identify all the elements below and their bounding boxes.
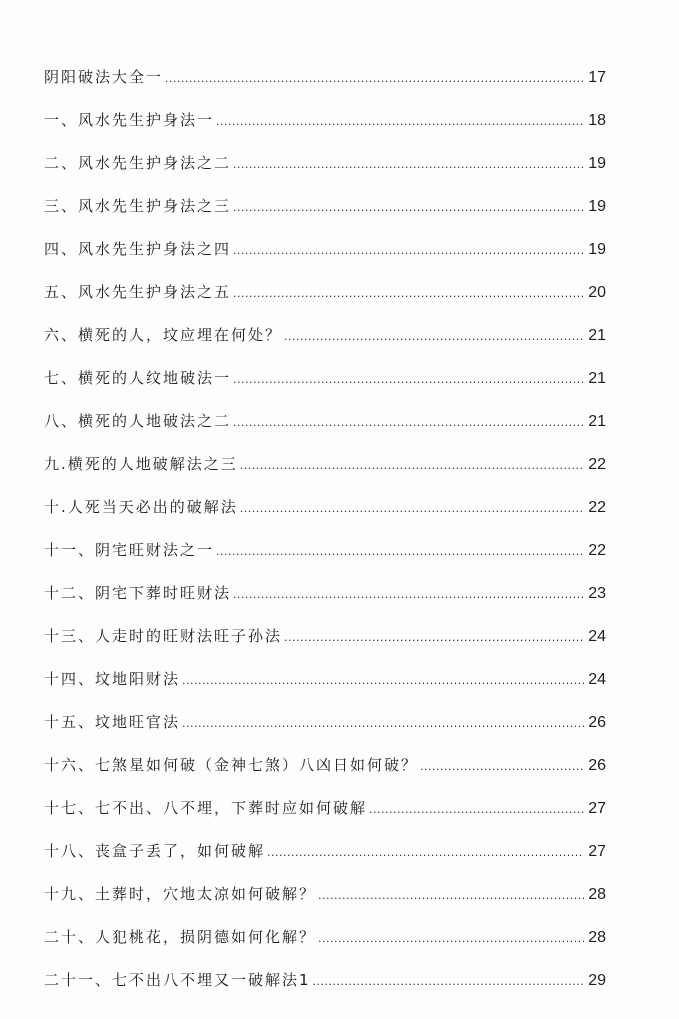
toc-entry	[44, 752, 606, 795]
toc-entry-page: 21	[588, 413, 606, 430]
toc-entry-title: 一、风水先生护身法一	[44, 111, 215, 129]
toc-entry-page: 19	[588, 198, 606, 215]
toc-entry-page: 19	[588, 155, 606, 172]
toc-entry	[44, 967, 606, 1010]
dot-leader	[233, 238, 584, 264]
dot-leader	[318, 926, 584, 952]
toc-entry-page: 19	[588, 241, 606, 258]
toc-entry-page: 21	[588, 370, 606, 387]
toc-entry	[44, 881, 606, 924]
toc-entry-title: 六、横死的人，坟应埋在何处？	[44, 326, 283, 344]
dot-leader	[284, 324, 584, 350]
toc-entry	[44, 537, 606, 580]
toc-entry-title: 十八、丧盒子丢了，如何破解	[44, 842, 266, 860]
dot-leader	[182, 711, 584, 737]
toc-entry-title: 二十、人犯桃花，损阴德如何化解？	[44, 928, 317, 946]
dot-leader	[420, 754, 584, 780]
toc-entry-title: 八、横死的人地破法之二	[44, 412, 232, 430]
toc-entry-title: 十七、七不出、八不埋，下葬时应如何破解	[44, 799, 368, 817]
toc-entry-title: 二十一、七不出八不埋又一破解法1	[44, 971, 311, 989]
toc-entry-title: 九.横死的人地破解法之三	[44, 455, 238, 473]
toc-entry-title: 十一、阴宅旺财法之一	[44, 541, 215, 559]
toc-entry-page: 29	[588, 972, 606, 989]
toc-entry-title: 十五、坟地旺官法	[44, 713, 181, 731]
toc-entry-title: 十二、阴宅下葬时旺财法	[44, 584, 232, 602]
dot-leader	[233, 152, 584, 178]
dot-leader	[233, 582, 584, 608]
dot-leader	[240, 453, 584, 479]
dot-leader	[216, 109, 584, 135]
toc-entry	[44, 451, 606, 494]
toc-entry-page: 21	[588, 327, 606, 344]
toc-entry	[44, 408, 606, 451]
toc-entry	[44, 279, 606, 322]
toc-entry-page: 28	[588, 929, 606, 946]
toc-entry	[44, 150, 606, 193]
toc-entry	[44, 365, 606, 408]
toc-entry	[44, 193, 606, 236]
toc-entry	[44, 709, 606, 752]
toc-entry-page: 17	[588, 69, 606, 86]
toc-entry	[44, 795, 606, 838]
toc-entry-page: 22	[588, 499, 606, 516]
toc-entry-title: 十四、坟地阳财法	[44, 670, 181, 688]
toc-entry-page: 24	[588, 671, 606, 688]
dot-leader	[267, 840, 584, 866]
dot-leader	[233, 367, 584, 393]
toc-entry-title: 十六、七煞星如何破（金神七煞）八凶日如何破？	[44, 756, 419, 774]
dot-leader	[182, 668, 584, 694]
toc-entry-title: 五、风水先生护身法之五	[44, 283, 232, 301]
dot-leader	[284, 625, 584, 651]
toc-entry-title: 七、横死的人纹地破法一	[44, 369, 232, 387]
dot-leader	[216, 539, 584, 565]
toc-entry-page: 22	[588, 542, 606, 559]
toc-entry-page: 23	[588, 585, 606, 602]
toc-entry	[44, 623, 606, 666]
toc-entry	[44, 838, 606, 881]
toc-entry-title: 四、风水先生护身法之四	[44, 240, 232, 258]
dot-leader	[369, 797, 584, 823]
toc-entry-page: 24	[588, 628, 606, 645]
dot-leader	[165, 66, 584, 92]
toc-entry	[44, 107, 606, 150]
toc-entry	[44, 924, 606, 967]
toc-entry-page: 27	[588, 800, 606, 817]
toc-entry-title: 阴阳破法大全一	[44, 68, 164, 86]
toc-entry-page: 26	[588, 757, 606, 774]
toc-entry-page: 28	[588, 886, 606, 903]
toc-entry-title: 十.人死当天必出的破解法	[44, 498, 238, 516]
dot-leader	[233, 281, 584, 307]
dot-leader	[240, 496, 584, 522]
dot-leader	[233, 410, 584, 436]
dot-leader	[233, 195, 584, 221]
toc-entry	[44, 322, 606, 365]
dot-leader	[318, 883, 584, 909]
table-of-contents	[44, 64, 606, 1010]
toc-entry-page: 27	[588, 843, 606, 860]
toc-entry	[44, 64, 606, 107]
toc-entry-page: 20	[588, 284, 606, 301]
toc-entry	[44, 666, 606, 709]
toc-entry-page: 22	[588, 456, 606, 473]
toc-entry	[44, 494, 606, 537]
dot-leader	[313, 969, 584, 995]
toc-entry-page: 26	[588, 714, 606, 731]
toc-entry-title: 三、风水先生护身法之三	[44, 197, 232, 215]
toc-entry-title: 十九、土葬时，穴地太凉如何破解？	[44, 885, 317, 903]
toc-entry	[44, 580, 606, 623]
toc-entry-title: 二、风水先生护身法之二	[44, 154, 232, 172]
toc-entry-page: 18	[588, 112, 606, 129]
toc-entry	[44, 236, 606, 279]
toc-entry-title: 十三、人走时的旺财法旺子孙法	[44, 627, 283, 645]
